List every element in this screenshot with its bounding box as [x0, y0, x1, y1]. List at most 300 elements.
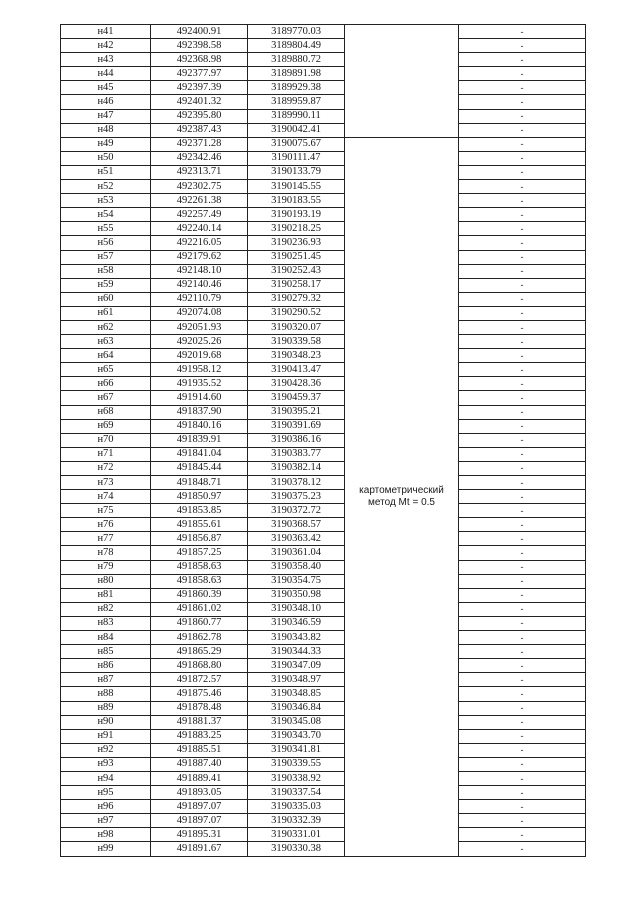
table-row	[61, 320, 586, 334]
accuracy-cell: -	[459, 518, 586, 532]
point-id-cell: н94	[61, 771, 151, 785]
point-id-cell: н54	[61, 208, 151, 222]
x-coordinate-cell: 491878.48	[151, 701, 248, 715]
y-coordinate-cell: 3190341.81	[248, 743, 345, 757]
point-id-cell: н83	[61, 616, 151, 630]
x-coordinate-cell: 491875.46	[151, 687, 248, 701]
table-row	[61, 518, 586, 532]
method-cell	[345, 137, 459, 856]
y-coordinate-cell: 3190252.43	[248, 264, 345, 278]
table-row	[61, 828, 586, 842]
table-row	[61, 377, 586, 391]
y-coordinate-cell: 3190459.37	[248, 391, 345, 405]
accuracy-cell: -	[459, 701, 586, 715]
x-coordinate-cell: 491857.25	[151, 546, 248, 560]
y-coordinate-cell: 3190378.12	[248, 476, 345, 490]
accuracy-cell: -	[459, 532, 586, 546]
table-row	[61, 504, 586, 518]
table-row	[61, 306, 586, 320]
y-coordinate-cell: 3190375.23	[248, 490, 345, 504]
x-coordinate-cell: 491839.91	[151, 433, 248, 447]
table-row	[61, 476, 586, 490]
x-coordinate-cell: 491860.39	[151, 588, 248, 602]
y-coordinate-cell: 3190350.98	[248, 588, 345, 602]
x-coordinate-cell: 491848.71	[151, 476, 248, 490]
table-row	[61, 137, 586, 151]
table-row	[61, 292, 586, 306]
y-coordinate-cell: 3189804.49	[248, 39, 345, 53]
table-row	[61, 208, 586, 222]
table-row	[61, 250, 586, 264]
accuracy-cell: -	[459, 588, 586, 602]
accuracy-cell: -	[459, 800, 586, 814]
point-id-cell: н82	[61, 602, 151, 616]
x-coordinate-cell: 491868.80	[151, 659, 248, 673]
y-coordinate-cell: 3190348.85	[248, 687, 345, 701]
point-id-cell: н76	[61, 518, 151, 532]
x-coordinate-cell: 491861.02	[151, 602, 248, 616]
x-coordinate-cell: 492257.49	[151, 208, 248, 222]
accuracy-cell: -	[459, 645, 586, 659]
x-coordinate-cell: 491881.37	[151, 715, 248, 729]
accuracy-cell: -	[459, 81, 586, 95]
accuracy-cell: -	[459, 278, 586, 292]
x-coordinate-cell: 491858.63	[151, 574, 248, 588]
y-coordinate-cell: 3190361.04	[248, 546, 345, 560]
x-coordinate-cell: 492398.58	[151, 39, 248, 53]
table-row	[61, 236, 586, 250]
x-coordinate-cell: 491837.90	[151, 405, 248, 419]
y-coordinate-cell: 3190338.92	[248, 771, 345, 785]
y-coordinate-cell: 3190358.40	[248, 560, 345, 574]
table-row	[61, 264, 586, 278]
table-row	[61, 645, 586, 659]
x-coordinate-cell: 491840.16	[151, 419, 248, 433]
y-coordinate-cell: 3190218.25	[248, 222, 345, 236]
table-row	[61, 349, 586, 363]
accuracy-cell: -	[459, 419, 586, 433]
x-coordinate-cell: 491872.57	[151, 673, 248, 687]
accuracy-cell: -	[459, 306, 586, 320]
point-id-cell: н59	[61, 278, 151, 292]
coordinates-table	[60, 24, 586, 857]
table-row	[61, 588, 586, 602]
table-row	[61, 109, 586, 123]
accuracy-cell: -	[459, 151, 586, 165]
table-row	[61, 574, 586, 588]
y-coordinate-cell: 3190236.93	[248, 236, 345, 250]
accuracy-cell: -	[459, 828, 586, 842]
point-id-cell: н44	[61, 67, 151, 81]
point-id-cell: н77	[61, 532, 151, 546]
y-coordinate-cell: 3190383.77	[248, 447, 345, 461]
coordinates-sheet	[60, 24, 585, 857]
y-coordinate-cell: 3190133.79	[248, 165, 345, 179]
x-coordinate-cell: 492261.38	[151, 194, 248, 208]
accuracy-cell: -	[459, 461, 586, 475]
x-coordinate-cell: 492401.32	[151, 95, 248, 109]
point-id-cell: н69	[61, 419, 151, 433]
table-row	[61, 757, 586, 771]
accuracy-cell: -	[459, 377, 586, 391]
table-row	[61, 715, 586, 729]
x-coordinate-cell: 491883.25	[151, 729, 248, 743]
point-id-cell: н90	[61, 715, 151, 729]
point-id-cell: н49	[61, 137, 151, 151]
point-id-cell: н86	[61, 659, 151, 673]
point-id-cell: н85	[61, 645, 151, 659]
method-line-1: картометрический	[359, 484, 444, 496]
y-coordinate-cell: 3190395.21	[248, 405, 345, 419]
y-coordinate-cell: 3190348.23	[248, 349, 345, 363]
accuracy-cell: -	[459, 786, 586, 800]
point-id-cell: н63	[61, 335, 151, 349]
table-row	[61, 151, 586, 165]
point-id-cell: н92	[61, 743, 151, 757]
x-coordinate-cell: 492313.71	[151, 165, 248, 179]
y-coordinate-cell: 3190343.70	[248, 729, 345, 743]
y-coordinate-cell: 3189990.11	[248, 109, 345, 123]
point-id-cell: н96	[61, 800, 151, 814]
y-coordinate-cell: 3190344.33	[248, 645, 345, 659]
y-coordinate-cell: 3190258.17	[248, 278, 345, 292]
y-coordinate-cell: 3190111.47	[248, 151, 345, 165]
accuracy-cell: -	[459, 757, 586, 771]
table-row	[61, 433, 586, 447]
y-coordinate-cell: 3190339.58	[248, 335, 345, 349]
accuracy-cell: -	[459, 743, 586, 757]
table-row	[61, 39, 586, 53]
x-coordinate-cell: 491858.63	[151, 560, 248, 574]
accuracy-cell: -	[459, 335, 586, 349]
y-coordinate-cell: 3190075.67	[248, 137, 345, 151]
table-row	[61, 560, 586, 574]
y-coordinate-cell: 3190335.03	[248, 800, 345, 814]
x-coordinate-cell: 491897.07	[151, 814, 248, 828]
accuracy-cell: -	[459, 123, 586, 137]
accuracy-cell: -	[459, 236, 586, 250]
y-coordinate-cell: 3190347.09	[248, 659, 345, 673]
accuracy-cell: -	[459, 264, 586, 278]
accuracy-cell: -	[459, 616, 586, 630]
y-coordinate-cell: 3190320.07	[248, 320, 345, 334]
point-id-cell: н60	[61, 292, 151, 306]
y-coordinate-cell: 3190332.39	[248, 814, 345, 828]
accuracy-cell: -	[459, 504, 586, 518]
x-coordinate-cell: 492342.46	[151, 151, 248, 165]
x-coordinate-cell: 491935.52	[151, 377, 248, 391]
x-coordinate-cell: 491914.60	[151, 391, 248, 405]
accuracy-cell: -	[459, 729, 586, 743]
x-coordinate-cell: 492110.79	[151, 292, 248, 306]
y-coordinate-cell: 3190372.72	[248, 504, 345, 518]
accuracy-cell: -	[459, 194, 586, 208]
point-id-cell: н62	[61, 320, 151, 334]
table-row	[61, 771, 586, 785]
table-row	[61, 123, 586, 137]
y-coordinate-cell: 3190428.36	[248, 377, 345, 391]
x-coordinate-cell: 491897.07	[151, 800, 248, 814]
point-id-cell: н56	[61, 236, 151, 250]
point-id-cell: н52	[61, 180, 151, 194]
table-row	[61, 335, 586, 349]
y-coordinate-cell: 3190354.75	[248, 574, 345, 588]
y-coordinate-cell: 3190363.42	[248, 532, 345, 546]
point-id-cell: н57	[61, 250, 151, 264]
y-coordinate-cell: 3190413.47	[248, 363, 345, 377]
accuracy-cell: -	[459, 208, 586, 222]
point-id-cell: н67	[61, 391, 151, 405]
table-row	[61, 194, 586, 208]
x-coordinate-cell: 491855.61	[151, 518, 248, 532]
accuracy-cell: -	[459, 687, 586, 701]
x-coordinate-cell: 491862.78	[151, 631, 248, 645]
point-id-cell: н64	[61, 349, 151, 363]
y-coordinate-cell: 3190279.32	[248, 292, 345, 306]
table-row	[61, 532, 586, 546]
y-coordinate-cell: 3190345.08	[248, 715, 345, 729]
x-coordinate-cell: 492216.05	[151, 236, 248, 250]
x-coordinate-cell: 491885.51	[151, 743, 248, 757]
point-id-cell: н55	[61, 222, 151, 236]
table-row	[61, 81, 586, 95]
point-id-cell: н95	[61, 786, 151, 800]
y-coordinate-cell: 3190145.55	[248, 180, 345, 194]
table-row	[61, 786, 586, 800]
accuracy-cell: -	[459, 546, 586, 560]
x-coordinate-cell: 492302.75	[151, 180, 248, 194]
accuracy-cell: -	[459, 137, 586, 151]
table-row	[61, 67, 586, 81]
point-id-cell: н66	[61, 377, 151, 391]
accuracy-cell: -	[459, 659, 586, 673]
table-row	[61, 278, 586, 292]
x-coordinate-cell: 491850.97	[151, 490, 248, 504]
accuracy-cell: -	[459, 165, 586, 179]
point-id-cell: н47	[61, 109, 151, 123]
table-row	[61, 631, 586, 645]
table-row	[61, 546, 586, 560]
table-row	[61, 729, 586, 743]
accuracy-cell: -	[459, 405, 586, 419]
point-id-cell: н88	[61, 687, 151, 701]
table-row	[61, 673, 586, 687]
accuracy-cell: -	[459, 292, 586, 306]
x-coordinate-cell: 492368.98	[151, 53, 248, 67]
y-coordinate-cell: 3190330.38	[248, 842, 345, 856]
y-coordinate-cell: 3190391.69	[248, 419, 345, 433]
accuracy-cell: -	[459, 447, 586, 461]
table-row	[61, 461, 586, 475]
y-coordinate-cell: 3190183.55	[248, 194, 345, 208]
y-coordinate-cell: 3190337.54	[248, 786, 345, 800]
x-coordinate-cell: 491860.77	[151, 616, 248, 630]
x-coordinate-cell: 491853.85	[151, 504, 248, 518]
accuracy-cell: -	[459, 715, 586, 729]
accuracy-cell: -	[459, 602, 586, 616]
point-id-cell: н50	[61, 151, 151, 165]
table-row	[61, 602, 586, 616]
x-coordinate-cell: 492371.28	[151, 137, 248, 151]
x-coordinate-cell: 492140.46	[151, 278, 248, 292]
table-row	[61, 814, 586, 828]
point-id-cell: н93	[61, 757, 151, 771]
point-id-cell: н75	[61, 504, 151, 518]
point-id-cell: н80	[61, 574, 151, 588]
y-coordinate-cell: 3190382.14	[248, 461, 345, 475]
accuracy-cell: -	[459, 363, 586, 377]
x-coordinate-cell: 492074.08	[151, 306, 248, 320]
accuracy-cell: -	[459, 771, 586, 785]
accuracy-cell: -	[459, 53, 586, 67]
point-id-cell: н46	[61, 95, 151, 109]
y-coordinate-cell: 3190346.84	[248, 701, 345, 715]
point-id-cell: н87	[61, 673, 151, 687]
accuracy-cell: -	[459, 95, 586, 109]
table-row	[61, 842, 586, 856]
y-coordinate-cell: 3189929.38	[248, 81, 345, 95]
point-id-cell: н98	[61, 828, 151, 842]
y-coordinate-cell: 3190251.45	[248, 250, 345, 264]
y-coordinate-cell: 3190386.16	[248, 433, 345, 447]
x-coordinate-cell: 491893.05	[151, 786, 248, 800]
x-coordinate-cell: 492025.26	[151, 335, 248, 349]
table-row	[61, 25, 586, 39]
y-coordinate-cell: 3190331.01	[248, 828, 345, 842]
accuracy-cell: -	[459, 560, 586, 574]
point-id-cell: н97	[61, 814, 151, 828]
x-coordinate-cell: 491958.12	[151, 363, 248, 377]
x-coordinate-cell: 492240.14	[151, 222, 248, 236]
point-id-cell: н61	[61, 306, 151, 320]
accuracy-cell: -	[459, 631, 586, 645]
x-coordinate-cell: 491887.40	[151, 757, 248, 771]
accuracy-cell: -	[459, 391, 586, 405]
y-coordinate-cell: 3189770.03	[248, 25, 345, 39]
y-coordinate-cell: 3190346.59	[248, 616, 345, 630]
x-coordinate-cell: 492395.80	[151, 109, 248, 123]
accuracy-cell: -	[459, 250, 586, 264]
table-row	[61, 490, 586, 504]
accuracy-cell: -	[459, 433, 586, 447]
x-coordinate-cell: 491895.31	[151, 828, 248, 842]
point-id-cell: н48	[61, 123, 151, 137]
table-row	[61, 701, 586, 715]
table-row	[61, 95, 586, 109]
x-coordinate-cell: 492179.62	[151, 250, 248, 264]
point-id-cell: н41	[61, 25, 151, 39]
table-row	[61, 180, 586, 194]
x-coordinate-cell: 492397.39	[151, 81, 248, 95]
accuracy-cell: -	[459, 67, 586, 81]
table-row	[61, 743, 586, 757]
accuracy-cell: -	[459, 180, 586, 194]
point-id-cell: н45	[61, 81, 151, 95]
method-cell-upper	[345, 25, 459, 138]
table-row	[61, 363, 586, 377]
y-coordinate-cell: 3190368.57	[248, 518, 345, 532]
accuracy-cell: -	[459, 673, 586, 687]
y-coordinate-cell: 3189959.87	[248, 95, 345, 109]
table-row	[61, 405, 586, 419]
table-row	[61, 419, 586, 433]
x-coordinate-cell: 491856.87	[151, 532, 248, 546]
x-coordinate-cell: 492400.91	[151, 25, 248, 39]
y-coordinate-cell: 3190348.97	[248, 673, 345, 687]
accuracy-cell: -	[459, 842, 586, 856]
point-id-cell: н42	[61, 39, 151, 53]
accuracy-cell: -	[459, 320, 586, 334]
table-row	[61, 616, 586, 630]
y-coordinate-cell: 3189891.98	[248, 67, 345, 81]
point-id-cell: н68	[61, 405, 151, 419]
table-row	[61, 800, 586, 814]
table-row	[61, 53, 586, 67]
y-coordinate-cell: 3190343.82	[248, 631, 345, 645]
table-row	[61, 391, 586, 405]
point-id-cell: н58	[61, 264, 151, 278]
y-coordinate-cell: 3190290.52	[248, 306, 345, 320]
point-id-cell: н89	[61, 701, 151, 715]
accuracy-cell: -	[459, 476, 586, 490]
method-line-2: метод Mt = 0.5	[368, 496, 435, 508]
point-id-cell: н71	[61, 447, 151, 461]
accuracy-cell: -	[459, 109, 586, 123]
point-id-cell: н53	[61, 194, 151, 208]
point-id-cell: н70	[61, 433, 151, 447]
y-coordinate-cell: 3190348.10	[248, 602, 345, 616]
y-coordinate-cell: 3190193.19	[248, 208, 345, 222]
point-id-cell: н72	[61, 461, 151, 475]
point-id-cell: н73	[61, 476, 151, 490]
table-row	[61, 222, 586, 236]
x-coordinate-cell: 491845.44	[151, 461, 248, 475]
x-coordinate-cell: 492148.10	[151, 264, 248, 278]
x-coordinate-cell: 492377.97	[151, 67, 248, 81]
y-coordinate-cell: 3189880.72	[248, 53, 345, 67]
table-row	[61, 687, 586, 701]
x-coordinate-cell: 491891.67	[151, 842, 248, 856]
accuracy-cell: -	[459, 574, 586, 588]
x-coordinate-cell: 492051.93	[151, 320, 248, 334]
point-id-cell: н43	[61, 53, 151, 67]
table-row	[61, 659, 586, 673]
coordinates-table-body	[61, 25, 586, 857]
x-coordinate-cell: 492387.43	[151, 123, 248, 137]
point-id-cell: н51	[61, 165, 151, 179]
point-id-cell: н81	[61, 588, 151, 602]
point-id-cell: н78	[61, 546, 151, 560]
accuracy-cell: -	[459, 25, 586, 39]
point-id-cell: н65	[61, 363, 151, 377]
accuracy-cell: -	[459, 39, 586, 53]
accuracy-cell: -	[459, 814, 586, 828]
x-coordinate-cell: 491841.04	[151, 447, 248, 461]
x-coordinate-cell: 492019.68	[151, 349, 248, 363]
accuracy-cell: -	[459, 222, 586, 236]
accuracy-cell: -	[459, 349, 586, 363]
point-id-cell: н91	[61, 729, 151, 743]
y-coordinate-cell: 3190042.41	[248, 123, 345, 137]
point-id-cell: н84	[61, 631, 151, 645]
x-coordinate-cell: 491865.29	[151, 645, 248, 659]
accuracy-cell: -	[459, 490, 586, 504]
point-id-cell: н99	[61, 842, 151, 856]
table-row	[61, 447, 586, 461]
point-id-cell: н79	[61, 560, 151, 574]
y-coordinate-cell: 3190339.55	[248, 757, 345, 771]
table-row	[61, 165, 586, 179]
